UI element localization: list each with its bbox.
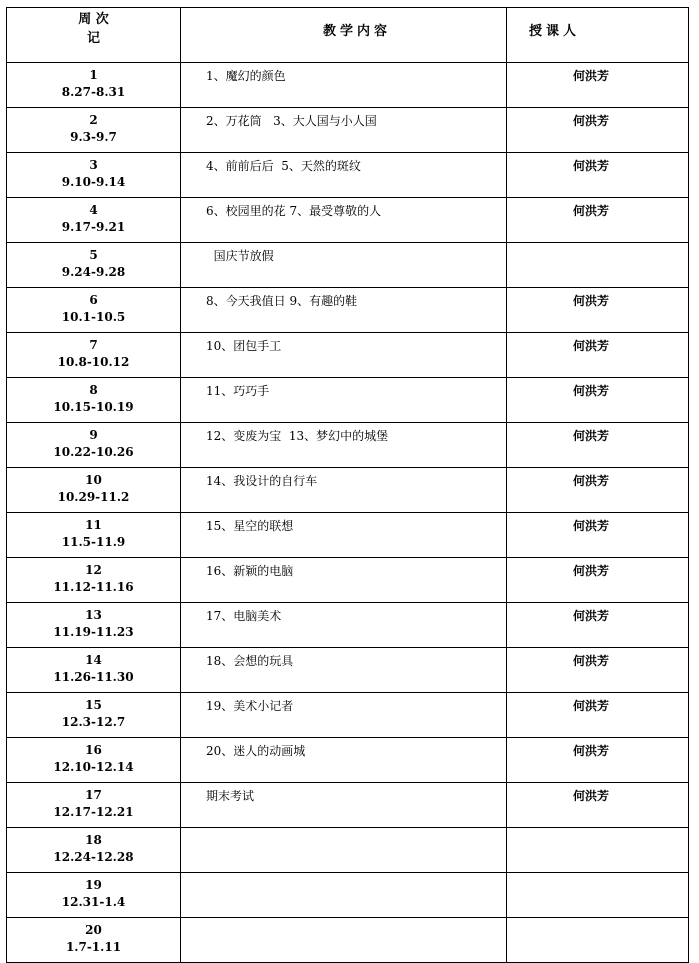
week-dates: 10.1-10.5: [61, 310, 126, 324]
week-number: 15: [85, 698, 102, 712]
week-header-line2: 记: [86, 31, 100, 46]
week-cell: [7, 333, 181, 378]
week-cell: [7, 828, 181, 873]
teacher-name: 何洪芳: [507, 378, 689, 423]
table-row: [7, 783, 689, 828]
lesson-content: 14、我设计的自行车: [181, 468, 507, 513]
lesson-content: 15、星空的联想: [181, 513, 507, 558]
lesson-content: [181, 873, 507, 918]
teacher-name: 何洪芳: [507, 468, 689, 513]
week-dates: 11.5-11.9: [61, 535, 126, 549]
table-row: [7, 378, 689, 423]
week-cell: [7, 468, 181, 513]
teacher-name: 何洪芳: [507, 513, 689, 558]
teacher-name: [507, 918, 689, 963]
table-row: [7, 693, 689, 738]
week-cell: [7, 513, 181, 558]
week-cell: [7, 153, 181, 198]
week-number: 17: [85, 788, 102, 802]
lesson-content: 期末考试: [181, 783, 507, 828]
table-row: [7, 468, 689, 513]
teacher-name: 何洪芳: [507, 63, 689, 108]
lesson-content: [181, 918, 507, 963]
lesson-content: 1、魔幻的颜色: [181, 63, 507, 108]
lesson-content: 20、迷人的动画城: [181, 738, 507, 783]
week-number: 10: [85, 473, 102, 487]
week-dates: 12.24-12.28: [53, 850, 134, 864]
table-row: [7, 333, 689, 378]
week-number: 11: [85, 518, 102, 532]
week-dates: 11.26-11.30: [53, 670, 134, 684]
teacher-name: 何洪芳: [507, 153, 689, 198]
week-cell: [7, 648, 181, 693]
teacher-name: 何洪芳: [507, 558, 689, 603]
lesson-content: 11、巧巧手: [181, 378, 507, 423]
week-number: 16: [85, 743, 102, 757]
teacher-header: 授课人: [507, 8, 689, 63]
table-row: [7, 873, 689, 918]
week-cell: [7, 558, 181, 603]
teacher-name: 何洪芳: [507, 198, 689, 243]
lesson-content: 19、美术小记者: [181, 693, 507, 738]
lesson-content: [181, 828, 507, 873]
week-dates: 12.10-12.14: [53, 760, 134, 774]
table-row: [7, 198, 689, 243]
table-row: [7, 513, 689, 558]
week-dates: 11.12-11.16: [53, 580, 134, 594]
table-row: [7, 918, 689, 963]
week-dates: 12.31-1.4: [61, 895, 126, 909]
lesson-content: 17、电脑美术: [181, 603, 507, 648]
teacher-name: 何洪芳: [507, 108, 689, 153]
week-cell: [7, 423, 181, 468]
week-cell: [7, 603, 181, 648]
week-cell: [7, 783, 181, 828]
lesson-content: 16、新颖的电脑: [181, 558, 507, 603]
week-header: [7, 8, 181, 63]
week-number: 13: [85, 608, 102, 622]
teacher-name: 何洪芳: [507, 783, 689, 828]
week-cell: [7, 873, 181, 918]
teacher-name: [507, 828, 689, 873]
lesson-content: 12、变废为宝 13、梦幻中的城堡: [181, 423, 507, 468]
lesson-content: 国庆节放假: [181, 243, 507, 288]
lesson-content: 18、会想的玩具: [181, 648, 507, 693]
lesson-content: 4、前前后后 5、天然的斑纹: [181, 153, 507, 198]
week-dates: 9.10-9.14: [61, 175, 126, 189]
week-dates: 10.29-11.2: [57, 490, 130, 504]
week-cell: [7, 108, 181, 153]
table-row: [7, 288, 689, 333]
week-dates: 12.17-12.21: [53, 805, 134, 819]
week-dates: 10.15-10.19: [53, 400, 134, 414]
table-row: [7, 153, 689, 198]
table-row: [7, 558, 689, 603]
week-number: 2: [89, 113, 98, 127]
week-dates: 11.19-11.23: [53, 625, 134, 639]
teacher-name: 何洪芳: [507, 648, 689, 693]
week-number: 14: [85, 653, 102, 667]
schedule-table: [6, 7, 689, 963]
week-dates: 1.7-1.11: [65, 940, 122, 954]
week-number: 1: [89, 68, 98, 82]
table-row: [7, 603, 689, 648]
teacher-name: 何洪芳: [507, 738, 689, 783]
week-dates: 10.8-10.12: [57, 355, 130, 369]
week-number: 5: [89, 248, 98, 262]
week-header-line1: 周 次: [78, 12, 109, 27]
week-dates: 8.27-8.31: [61, 85, 126, 99]
table-row: [7, 738, 689, 783]
teacher-name: 何洪芳: [507, 603, 689, 648]
week-number: 19: [85, 878, 102, 892]
teacher-name: 何洪芳: [507, 333, 689, 378]
week-dates: 9.17-9.21: [61, 220, 126, 234]
header-row: [7, 8, 689, 63]
teacher-name: 何洪芳: [507, 288, 689, 333]
week-cell: [7, 378, 181, 423]
lesson-content: 10、团包手工: [181, 333, 507, 378]
lesson-content: 2、万花筒 3、大人国与小人国: [181, 108, 507, 153]
week-dates: 10.22-10.26: [53, 445, 134, 459]
table-row: [7, 63, 689, 108]
table-row: [7, 423, 689, 468]
lesson-content: 6、校园里的花 7、最受尊敬的人: [181, 198, 507, 243]
teacher-name: 何洪芳: [507, 423, 689, 468]
table-row: [7, 243, 689, 288]
week-cell: [7, 918, 181, 963]
week-cell: [7, 198, 181, 243]
lesson-content: 8、今天我值日 9、有趣的鞋: [181, 288, 507, 333]
content-header: 教学内容: [181, 8, 507, 63]
week-dates: 9.24-9.28: [61, 265, 126, 279]
teacher-name: [507, 873, 689, 918]
week-cell: [7, 693, 181, 738]
table-row: [7, 828, 689, 873]
table-row: [7, 108, 689, 153]
teacher-name: 何洪芳: [507, 693, 689, 738]
week-cell: [7, 63, 181, 108]
week-number: 20: [85, 923, 102, 937]
week-number: 7: [89, 338, 98, 352]
week-number: 4: [89, 203, 98, 217]
teacher-name: [507, 243, 689, 288]
week-number: 8: [89, 383, 98, 397]
table-row: [7, 648, 689, 693]
week-cell: [7, 243, 181, 288]
week-cell: [7, 288, 181, 333]
week-dates: 12.3-12.7: [61, 715, 126, 729]
week-number: 3: [89, 158, 98, 172]
week-dates: 9.3-9.7: [70, 130, 117, 144]
week-number: 6: [89, 293, 98, 307]
week-number: 18: [85, 833, 102, 847]
week-cell: [7, 738, 181, 783]
week-number: 9: [89, 428, 98, 442]
week-number: 12: [85, 563, 102, 577]
